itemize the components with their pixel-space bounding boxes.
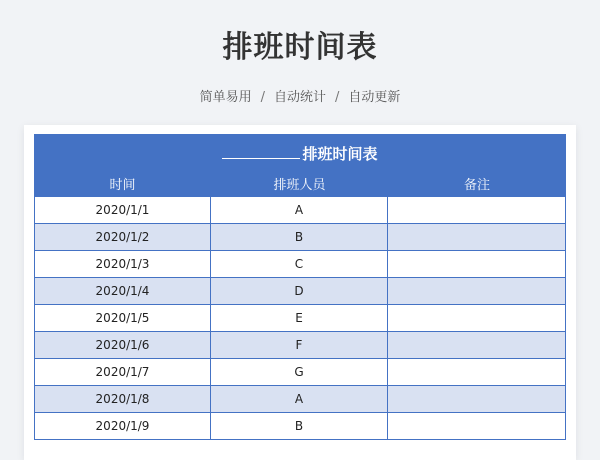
date-cell[interactable]: 2020/1/8 — [35, 386, 211, 412]
table-title — [34, 143, 566, 164]
table-row — [35, 359, 565, 386]
page-subtitle — [0, 86, 600, 105]
table-row — [35, 278, 565, 305]
date-cell[interactable]: 2020/1/3 — [35, 251, 211, 277]
schedule-table — [34, 134, 566, 440]
spreadsheet-preview-card — [24, 125, 576, 460]
note-cell[interactable] — [388, 251, 565, 277]
staff-cell[interactable]: B — [211, 413, 388, 439]
table-row — [35, 386, 565, 413]
note-cell[interactable] — [388, 224, 565, 250]
staff-cell[interactable]: B — [211, 224, 388, 250]
date-cell[interactable]: 2020/1/1 — [35, 197, 211, 223]
table-row — [35, 332, 565, 359]
table-header — [34, 134, 566, 197]
table-row — [35, 305, 565, 332]
date-cell[interactable]: 2020/1/6 — [35, 332, 211, 358]
column-header-note: 备注 — [463, 178, 490, 193]
table-row — [35, 224, 565, 251]
subtitle-separator: / — [335, 90, 340, 105]
page-title: 排班时间表 — [222, 30, 378, 65]
note-cell[interactable] — [388, 197, 565, 223]
staff-cell[interactable]: A — [211, 386, 388, 412]
date-cell[interactable]: 2020/1/2 — [35, 224, 211, 250]
table-row — [35, 197, 565, 224]
title-blank-line — [222, 144, 300, 159]
date-cell[interactable]: 2020/1/9 — [35, 413, 211, 439]
note-cell[interactable] — [388, 332, 565, 358]
staff-cell[interactable]: F — [211, 332, 388, 358]
column-header-staff: 排班人员 — [273, 178, 326, 193]
note-cell[interactable] — [388, 305, 565, 331]
date-cell[interactable]: 2020/1/5 — [35, 305, 211, 331]
column-header-date: 时间 — [109, 178, 136, 193]
staff-cell[interactable]: D — [211, 278, 388, 304]
staff-cell[interactable]: E — [211, 305, 388, 331]
note-cell[interactable] — [388, 278, 565, 304]
subtitle-feature-3: 自动更新 — [348, 90, 401, 105]
staff-cell[interactable]: G — [211, 359, 388, 385]
table-row — [35, 413, 565, 440]
subtitle-feature-2: 自动统计 — [273, 90, 326, 105]
column-header-row — [34, 174, 566, 193]
note-cell[interactable] — [388, 413, 565, 439]
subtitle-feature-1: 简单易用 — [199, 90, 252, 105]
staff-cell[interactable]: C — [211, 251, 388, 277]
table-title-text: 排班时间表 — [302, 145, 378, 163]
staff-cell[interactable]: A — [211, 197, 388, 223]
note-cell[interactable] — [388, 359, 565, 385]
date-cell[interactable]: 2020/1/4 — [35, 278, 211, 304]
date-cell[interactable]: 2020/1/7 — [35, 359, 211, 385]
note-cell[interactable] — [388, 386, 565, 412]
table-body — [34, 197, 566, 440]
table-row — [35, 251, 565, 278]
subtitle-separator: / — [260, 90, 265, 105]
